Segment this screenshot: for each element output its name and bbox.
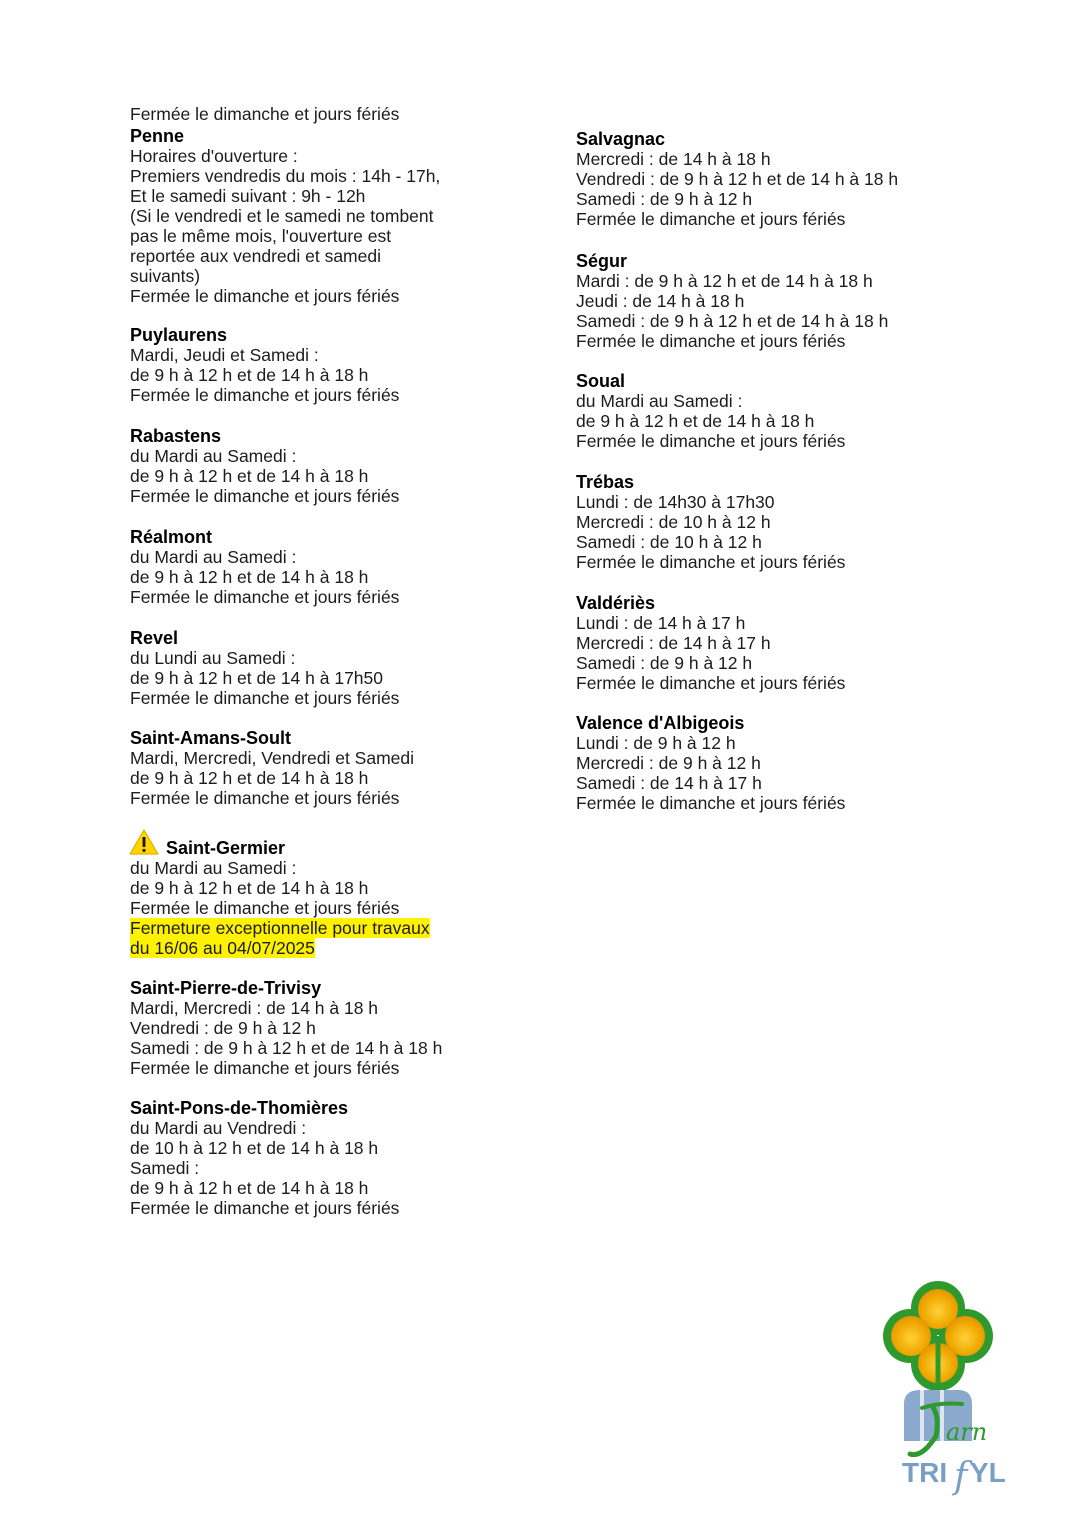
entry-soual [576, 371, 996, 451]
entry-title: Saint-Pons-de-Thomières [130, 1098, 349, 1118]
entry-line: Fermée le dimanche et jours fériés [130, 486, 400, 506]
entry-valderies [576, 593, 996, 693]
entry-line: Vendredi : de 9 h à 12 h [130, 1018, 316, 1038]
clover-icon [883, 1281, 993, 1391]
entry-title: Salvagnac [576, 129, 666, 149]
entry-title: Ségur [576, 251, 628, 271]
entry-line: Mercredi : de 14 h à 18 h [576, 149, 771, 169]
svg-text:f: f [954, 1456, 968, 1497]
entry-line: Fermée le dimanche et jours fériés [130, 385, 400, 405]
entry-line: Fermée le dimanche et jours fériés [576, 209, 846, 229]
entry-line: Mercredi : de 10 h à 12 h [576, 512, 771, 532]
entry-line: Samedi : de 9 h à 12 h et de 14 h à 18 h [576, 311, 889, 331]
entry-penne [130, 126, 520, 306]
entry-line: de 9 h à 12 h et de 14 h à 18 h [130, 365, 369, 385]
entry-title: Réalmont [130, 527, 213, 547]
entry-line: Vendredi : de 9 h à 12 h et de 14 h à 18 h [576, 169, 899, 189]
entry-line: du Mardi au Samedi : [130, 858, 297, 878]
entry-line: Mardi : de 9 h à 12 h et de 14 h à 18 h [576, 271, 873, 291]
entry-line: Fermée le dimanche et jours fériés [130, 587, 400, 607]
entry-title: Saint-Pierre-de-Trivisy [130, 978, 322, 998]
entry-line: Premiers vendredis du mois : 14h - 17h, [130, 166, 441, 186]
entry-revel [130, 628, 520, 708]
entry-line: Samedi : [130, 1158, 200, 1178]
entry-line: Fermée le dimanche et jours fériés [130, 688, 400, 708]
entry-line: Fermée le dimanche et jours fériés [576, 793, 846, 813]
entry-line: de 9 h à 12 h et de 14 h à 18 h [130, 1178, 369, 1198]
entry-title: Rabastens [130, 426, 222, 446]
entry-line: (Si le vendredi et le samedi ne tombent [130, 206, 434, 226]
entry-line: du Lundi au Samedi : [130, 648, 296, 668]
entry-line: Fermée le dimanche et jours fériés [130, 898, 400, 918]
entry-line: Samedi : de 14 h à 17 h [576, 773, 762, 793]
entry-line: Fermée le dimanche et jours fériés [130, 1058, 400, 1078]
entry-line: Jeudi : de 14 h à 18 h [576, 291, 745, 311]
entry-realmont [130, 527, 520, 607]
entry-line: Samedi : de 9 h à 12 h [576, 653, 753, 673]
entry-line: Lundi : de 14 h à 17 h [576, 613, 746, 633]
entry-line: Lundi : de 14h30 à 17h30 [576, 492, 775, 512]
entry-line: Fermée le dimanche et jours fériés [576, 673, 846, 693]
svg-text:TRI: TRI [902, 1457, 948, 1488]
entry-line: de 9 h à 12 h et de 14 h à 18 h [576, 411, 815, 431]
entry-line: reportée aux vendredi et samedi [130, 246, 381, 266]
entry-line: du Mardi au Samedi : [576, 391, 743, 411]
entry-line: de 10 h à 12 h et de 14 h à 18 h [130, 1138, 379, 1158]
entry-line: de 9 h à 12 h et de 14 h à 18 h [130, 878, 369, 898]
entry-line: de 9 h à 12 h et de 14 h à 18 h [130, 768, 369, 788]
entry-line: Fermée le dimanche et jours fériés [130, 1198, 400, 1218]
logo-wordmark [902, 1456, 1006, 1497]
tarn-trifyl-logo [870, 1276, 1020, 1511]
entry-title: Saint-Germier [166, 838, 286, 858]
entry-saint-pons-de-thomieres [130, 1098, 520, 1218]
entry-saint-germier [130, 838, 520, 958]
entry-line: Fermée le dimanche et jours fériés [576, 331, 846, 351]
entry-line: Et le samedi suivant : 9h - 12h [130, 186, 366, 206]
closure-notice: du 16/06 au 04/07/2025 [130, 938, 315, 958]
entry-line: Mercredi : de 9 h à 12 h [576, 753, 761, 773]
entry-line: suivants) [130, 266, 201, 286]
entry-title: Soual [576, 371, 626, 391]
entry-trebas [576, 472, 996, 572]
entry-line: de 9 h à 12 h et de 14 h à 17h50 [130, 668, 383, 688]
entry-line: du Mardi au Samedi : [130, 446, 297, 466]
entry-title: Saint-Amans-Soult [130, 728, 292, 748]
entry-line: Samedi : de 9 h à 12 h [576, 189, 753, 209]
entry-line: du Mardi au Vendredi : [130, 1118, 307, 1138]
svg-text:YL: YL [970, 1457, 1006, 1488]
entry-line: Lundi : de 9 h à 12 h [576, 733, 736, 753]
entry-title: Valence d'Albigeois [576, 713, 745, 733]
svg-text:arn: arn [946, 1418, 988, 1446]
entry-puylaurens [130, 325, 520, 405]
intro-closing-line: Fermée le dimanche et jours fériés [130, 104, 400, 124]
entry-saint-amans-soult [130, 728, 520, 808]
entry-line: Mardi, Mercredi : de 14 h à 18 h [130, 998, 379, 1018]
entry-title: Trébas [576, 472, 635, 492]
entry-title: Penne [130, 126, 185, 146]
entry-rabastens [130, 426, 520, 506]
warning-icon [128, 828, 160, 856]
entry-salvagnac [576, 129, 996, 229]
entry-title: Puylaurens [130, 325, 228, 345]
entry-segur [576, 251, 996, 351]
entry-line: Mercredi : de 14 h à 17 h [576, 633, 771, 653]
entry-line: de 9 h à 12 h et de 14 h à 18 h [130, 466, 369, 486]
entry-line: Fermée le dimanche et jours fériés [130, 788, 400, 808]
entry-line: Horaires d'ouverture : [130, 146, 298, 166]
entry-saint-pierre-de-trivisy [130, 978, 520, 1078]
entry-valence-d-albigeois [576, 713, 996, 813]
closure-notice: Fermeture exceptionnelle pour travaux [130, 918, 430, 938]
entry-title: Revel [130, 628, 179, 648]
entry-line: Mardi, Mercredi, Vendredi et Samedi [130, 748, 415, 768]
entry-line: Fermée le dimanche et jours fériés [576, 431, 846, 451]
entry-line: Samedi : de 9 h à 12 h et de 14 h à 18 h [130, 1038, 443, 1058]
entry-line: Mardi, Jeudi et Samedi : [130, 345, 319, 365]
entry-title-with-warning [130, 838, 520, 858]
entry-line: du Mardi au Samedi : [130, 547, 297, 567]
entry-line: de 9 h à 12 h et de 14 h à 18 h [130, 567, 369, 587]
entry-line: pas le même mois, l'ouverture est [130, 226, 392, 246]
entry-line: Samedi : de 10 h à 12 h [576, 532, 762, 552]
entry-line: Fermée le dimanche et jours fériés [576, 552, 846, 572]
entry-title: Valdériès [576, 593, 656, 613]
entry-line: Fermée le dimanche et jours fériés [130, 286, 400, 306]
